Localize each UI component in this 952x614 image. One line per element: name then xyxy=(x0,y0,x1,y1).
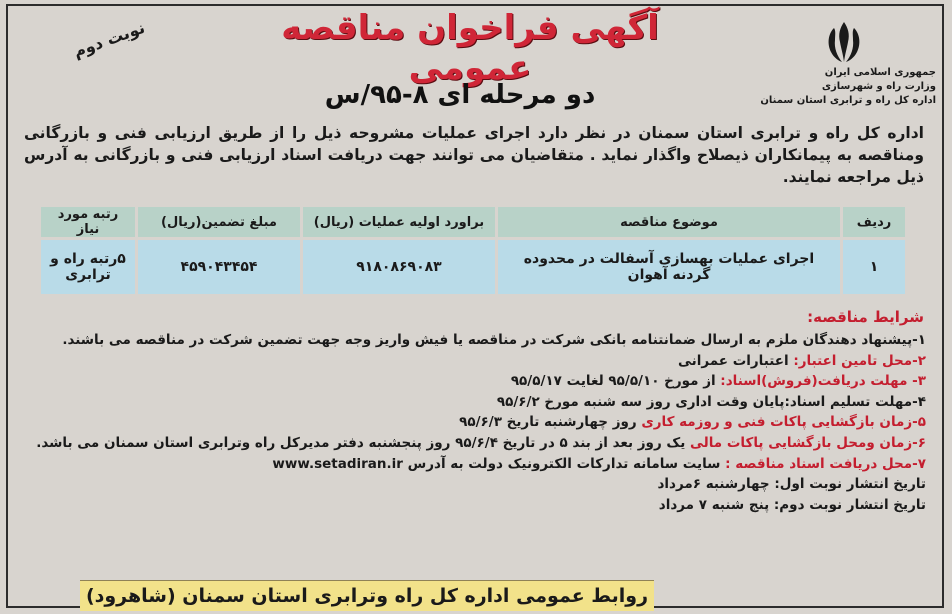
notice-subtitle: دو مرحله ای ۸-۹۵/س xyxy=(324,80,596,110)
condition-text: اعتبارات عمرانی xyxy=(677,352,789,369)
header-guarantee: مبلغ تضمین(ریال) xyxy=(138,207,300,237)
condition-text: ۴-مهلت تسلیم اسناد:پایان وقت اداری روز سه شنبه مورخ ۹۵/۶/۲ xyxy=(496,393,926,410)
condition-label: ۲-محل تامین اعتبار: xyxy=(793,352,926,369)
condition-item xyxy=(20,412,926,433)
condition-item xyxy=(20,392,926,413)
header-subject: موضوع مناقصه xyxy=(498,207,840,237)
public-relations-footer: روابط عمومی اداره کل راه وترابری استان سمنان (شاهرود) xyxy=(80,580,654,611)
org-line-2: وزارت راه و شهرسازی xyxy=(821,81,936,92)
header-grade: رتبه مورد نیاز xyxy=(41,207,135,237)
condition-item xyxy=(20,351,926,372)
condition-text: یک روز بعد از بند ۵ در تاریخ ۹۵/۶/۴ روز پنجشنبه دفتر مدیرکل راه وترابری استان سمنان می باشد. xyxy=(36,434,686,451)
condition-label: ۳- مهلت دریافت(فروش)اسناد: xyxy=(720,373,926,390)
condition-label: ۵-زمان بازگشایی پاکات فنی و روزمه کاری xyxy=(641,414,926,431)
cell-row-number: ۱ xyxy=(843,240,905,294)
cell-subject: اجرای عملیات بهسازی آسفالت در محدوده گردنه آهوان xyxy=(498,240,840,294)
stage-note: نوبت دوم xyxy=(70,17,148,62)
notice-title: آگهی فراخوان مناقصه عمومی xyxy=(281,8,659,88)
org-line-3: اداره کل راه و ترابری استان سمنان xyxy=(760,95,936,106)
organization-block xyxy=(736,66,936,108)
intro-paragraph: اداره کل راه و ترابری استان سمنان در نظر دارد اجرای عملیات مشروحه ذیل را از طریق ارزیابی فنی و بازرگانی ومناقصه به پیمانکاران ذیصلاح واگذار نماید . متقاضیان می توانند جهت دریافت اسناد ارزیابی فنی و بازرگانی به آدرس ذیل مراجعه نمایند. xyxy=(24,124,924,186)
cell-grade: ۵رتبه راه و ترابری xyxy=(41,240,135,294)
condition-label: ۷-محل دریافت اسناد مناقصه : xyxy=(725,455,926,472)
table-row xyxy=(41,240,905,294)
conditions-list xyxy=(20,330,926,515)
tender-table xyxy=(38,204,908,297)
condition-text: روز چهارشنبه تاریخ ۹۵/۶/۳ xyxy=(459,414,637,431)
condition-label: ۶-زمان ومحل بازگشایی پاکات مالی xyxy=(690,434,926,451)
condition-item xyxy=(20,371,926,392)
condition-item xyxy=(20,433,926,454)
org-line-1: جمهوری اسلامی ایران xyxy=(824,67,936,78)
conditions-title: شرایط مناقصه: xyxy=(807,308,924,326)
cell-estimate: ۹۱۸۰۸۶۹۰۸۳ xyxy=(303,240,495,294)
condition-text: سایت سامانه تدارکات الکترونیک دولت به آدرس www.setadiran.ir xyxy=(272,455,721,472)
table-header-row xyxy=(41,207,905,237)
header-row-number: ردیف xyxy=(843,207,905,237)
header-estimate: براورد اولیه عملیات (ریال) xyxy=(303,207,495,237)
publication-date-first: تاریخ انتشار نوبت اول: چهارشنبه ۶مرداد xyxy=(657,476,926,493)
cell-guarantee: ۴۵۹۰۴۳۴۵۴ xyxy=(138,240,300,294)
condition-text: از مورخ ۹۵/۵/۱۰ لغایت ۹۵/۵/۱۷ xyxy=(510,373,716,390)
publication-date-second: تاریخ انتشار نوبت دوم: پنج شنبه ۷ مرداد xyxy=(658,496,926,513)
condition-item xyxy=(20,330,926,351)
iran-emblem-icon xyxy=(816,18,872,66)
condition-item xyxy=(20,454,926,475)
condition-text: ۱-پیشنهاد دهندگان ملزم به ارسال ضمانتنامه بانکی شرکت در مناقصه یا فیش واریز وجه جهت تضمین شرکت در مناقصه می باشند. xyxy=(62,332,926,348)
